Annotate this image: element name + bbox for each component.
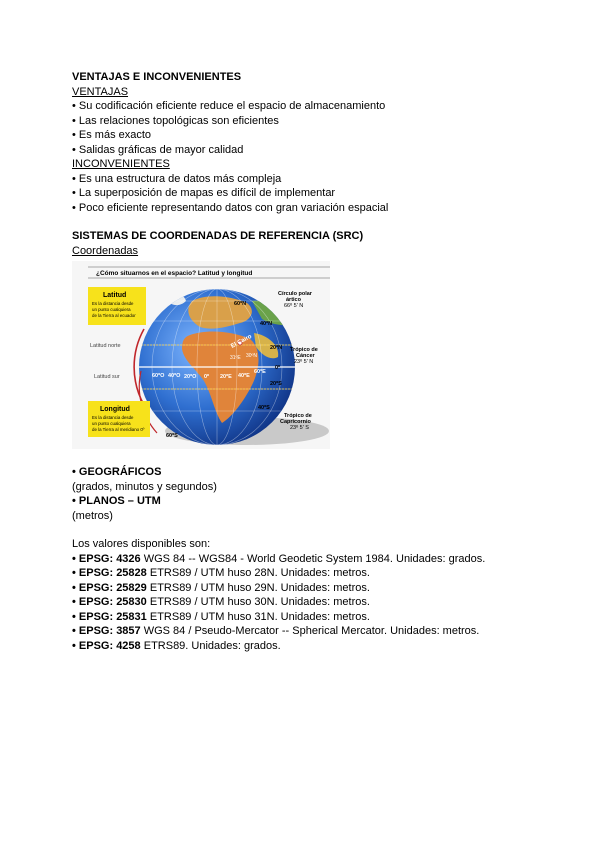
epsg-item xyxy=(72,595,542,610)
lat-label: 20ºS xyxy=(270,381,282,387)
coordenadas-subtitle: Coordenadas xyxy=(72,244,139,257)
city-coord-e: 31ºE xyxy=(230,355,241,361)
epsg-desc: ETRS89. Unidades: grados. xyxy=(140,639,281,652)
lon-label: 20ºO xyxy=(184,374,197,380)
epsg-code: • EPSG: 3857 xyxy=(72,625,141,637)
tropico-cancer-label: Cáncer xyxy=(296,353,315,359)
section-heading-src: SISTEMAS DE COORDENADAS DE REFERENCIA (SRC) xyxy=(72,230,364,242)
lat-label: 20ºN xyxy=(270,345,283,351)
ventajas-item: • Su codificación eficiente reduce el espacio de almacenamiento xyxy=(72,100,386,112)
epsg-desc: ETRS89 / UTM huso 28N. Unidades: metros. xyxy=(146,567,370,579)
tropico-capricornio-label: Trópico de xyxy=(284,413,312,419)
tropico-cancer-label: Trópico de xyxy=(290,347,318,353)
epsg-code: • EPSG: 4326 xyxy=(72,552,141,565)
epsg-item xyxy=(72,566,542,581)
inconvenientes-item: • Poco eficiente representando datos con gran variación espacial xyxy=(72,201,389,214)
tropico-cancer-label: 23º 5' N xyxy=(294,359,314,365)
epsg-code: • EPSG: 25829 xyxy=(72,581,147,594)
longitud-box-text: de la Tierra al meridiano 0º xyxy=(92,427,145,432)
latitud-norte-label: Latitud norte xyxy=(90,343,121,349)
epsg-desc: WGS 84 / Pseudo-Mercator -- Spherical Mercator. Unidades: metros. xyxy=(140,625,480,637)
epsg-desc: ETRS89 / UTM huso 30N. Unidades: metros. xyxy=(146,596,370,608)
tropico-capricornio-label: 23º 5' S xyxy=(290,425,309,431)
lon-label: 20ºE xyxy=(220,374,232,380)
lat-label: 40ºN xyxy=(260,321,273,327)
inconvenientes-item: • La superposición de mapas es difícil de implementar xyxy=(72,187,336,199)
epsg-item xyxy=(72,552,542,567)
system-desc: (metros) xyxy=(72,509,113,522)
tropico-capricornio-label: Capricornio xyxy=(280,419,311,425)
epsg-code: • EPSG: 25830 xyxy=(72,596,147,608)
longitud-box-title: Longitud xyxy=(100,406,130,413)
latitud-box-text: un punto cualquiera xyxy=(92,307,131,312)
epsg-desc: WGS 84 -- WGS84 - World Geodetic System 1984. Unidades: grados. xyxy=(140,552,486,565)
circulo-polar-label: ártico xyxy=(286,297,301,303)
longitud-box-text: un punto cualquiera xyxy=(92,421,131,426)
city-label: El Cairo xyxy=(230,333,253,350)
epsg-desc: ETRS89 / UTM huso 29N. Unidades: metros. xyxy=(146,581,370,594)
epsg-code: • EPSG: 25831 xyxy=(72,610,147,623)
circulo-polar-label: Círculo polar xyxy=(278,291,312,297)
document-page xyxy=(72,70,542,653)
system-title: • PLANOS – UTM xyxy=(72,495,161,507)
lat-label: 60ºS xyxy=(166,433,178,439)
latitud-sur-label: Latitud sur xyxy=(94,374,120,380)
latitud-box-title: Latitud xyxy=(103,292,127,299)
circulo-polar-label: 66º 5' N xyxy=(284,303,304,309)
epsg-item xyxy=(72,581,542,596)
section-heading-ventajas: VENTAJAS E INCONVENIENTES xyxy=(72,71,242,83)
epsg-item xyxy=(72,610,542,625)
city-coord-n: 30ºN xyxy=(246,353,257,359)
latitud-box-text: Es la distancia desde xyxy=(92,301,134,306)
lon-label: 0º xyxy=(204,374,210,380)
globe-figure xyxy=(72,261,330,449)
lat-label: 60ºN xyxy=(234,301,247,307)
ventajas-item: • Las relaciones topológicas son eficientes xyxy=(72,114,279,127)
system-desc: (grados, minutos y segundos) xyxy=(72,480,217,493)
lon-label: 60ºO xyxy=(152,373,165,379)
epsg-item xyxy=(72,624,542,639)
epsg-item xyxy=(72,639,542,654)
lon-label: 40ºE xyxy=(238,373,250,379)
system-title: • GEOGRÁFICOS xyxy=(72,466,162,478)
epsg-intro: Los valores disponibles son: xyxy=(72,538,211,550)
lat-label: 40ºS xyxy=(258,405,270,411)
lon-label: 40ºO xyxy=(168,373,181,379)
latitud-box-text: de la Tierra al ecuador xyxy=(92,313,136,318)
ventajas-title: VENTAJAS xyxy=(72,85,129,98)
epsg-code: • EPSG: 25828 xyxy=(72,567,147,579)
lat-label: 0º xyxy=(275,365,281,371)
inconvenientes-title: INCONVENIENTES xyxy=(72,158,170,170)
epsg-desc: ETRS89 / UTM huso 31N. Unidades: metros. xyxy=(146,610,370,623)
lon-label: 60ºE xyxy=(254,369,266,375)
figure-title: ¿Cómo situarnos en el espacio? Latitud y longitud xyxy=(96,270,253,277)
ventajas-item: • Salidas gráficas de mayor calidad xyxy=(72,143,244,156)
longitud-box-text: Es la distancia desde xyxy=(92,415,134,420)
inconvenientes-item: • Es una estructura de datos más compleja xyxy=(72,172,282,185)
epsg-code: • EPSG: 4258 xyxy=(72,639,141,652)
ventajas-item: • Es más exacto xyxy=(72,129,152,141)
